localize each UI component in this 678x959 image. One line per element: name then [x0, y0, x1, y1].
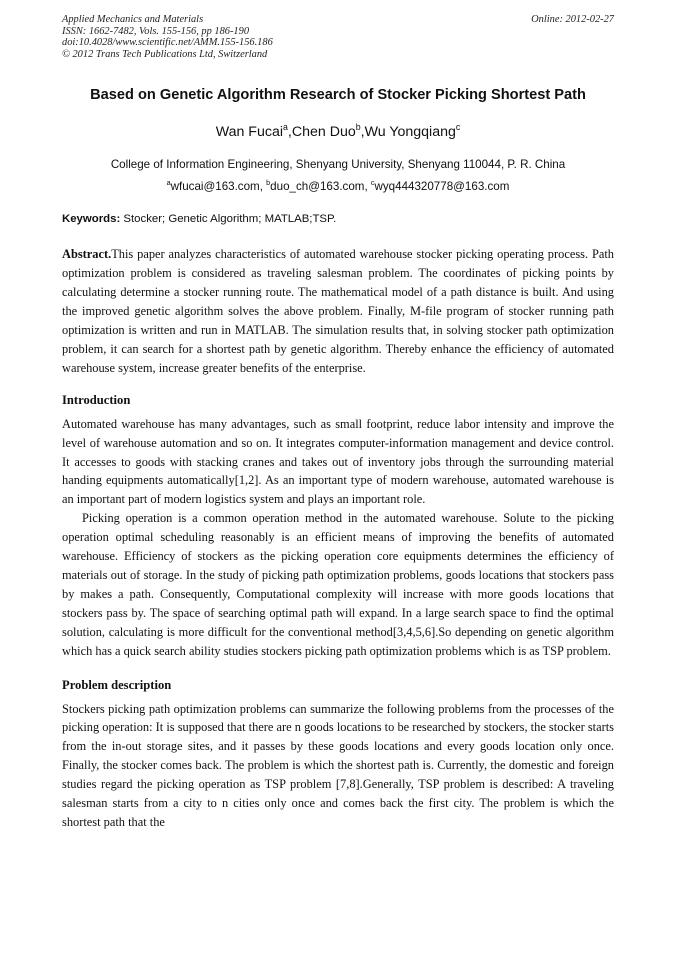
section-heading-problem-description: Problem description: [62, 677, 172, 692]
journal-header: [62, 14, 614, 60]
paragraph: Picking operation is a common operation method in the automated warehouse. Solute to the picking operation optimal scheduling reasonably is an efficient means of improving the benefits of automated warehouse. Efficiency of stockers as the picking operation core equipments determines the efficiency of materials out of storage. In the study of picking path optimization problems, goods locations that stockers pass by makes a path. Consequently, Computational complexity will increase with more goods locations that stockers pass by. The space of searching optimal path will expand. In a large search space to find the optimal solution, calculating is more difficult for the conventional method[3,4,5,6].So depending on genetic algorithm which has a quick search ability studies stockers picking path optimization problems which is as TSP problem.: [62, 511, 614, 658]
journal-name: Applied Mechanics and Materials: [62, 14, 204, 25]
email-mark: a: [166, 178, 171, 188]
abstract: [62, 245, 614, 377]
keywords: [62, 213, 614, 225]
doi-line: doi:10.4028/www.scientific.net/AMM.155-156.186: [62, 37, 273, 49]
abstract-text: This paper analyzes characteristics of automated warehouse stocker picking operating process. Path optimization problem is considered as traveling salesman problem. The coordinates of picking points by calculating determine a stocker running route. The mathematical model of a path distance is built. And using the improved genetic algorithm solves the above problem. Finally, M-file program of stocker running path optimization is written and run in MATLAB. The simulation results that, in solving stocker path optimization problem, it can search for a shortest path by genetic algorithm. Thereby enhance the efficiency of automated warehouse system, increase greater benefits of the enterprise.: [62, 247, 614, 375]
paper-title: Based on Genetic Algorithm Research of Stocker Picking Shortest Path: [90, 87, 586, 104]
author-name: Wan Fucai: [215, 124, 283, 141]
email-mark: c: [370, 178, 375, 188]
keywords-label: Keywords:: [62, 213, 121, 226]
author-mark: a: [283, 122, 288, 133]
issn-line: ISSN: 1662-7482, Vols. 155-156, pp 186-190: [62, 25, 250, 37]
section-heading-introduction: Introduction: [62, 392, 131, 407]
author-name: Wu Yongqiang: [364, 124, 456, 141]
email-list: $^a$wfucai@163.com, $^b$duo_ch@163.com, $^c$wyq444320778@163.com: [166, 178, 510, 194]
copyright-line: © 2012 Trans Tech Publications Ltd, Switzerland: [62, 48, 268, 60]
paragraph: Stockers picking path optimization problems can summarize the following problems from the processes of the picking operation: It is supposed that there are n goods locations to be researched by stockers, the stocker starts from the in-out storage sites, and it passes by these goods locations and every goods location only once. Finally, the stocker comes back. The problem is which the shortest path is. Currently, the domestic and foreign studies regard the picking operation as TSP problem [7,8].Generally, TSP problem is described: A traveling salesman starts from a city to n cities only once and comes back the first city. The problem is which the shortest path that the: [62, 701, 614, 829]
author-mark: c: [455, 122, 461, 133]
email-mark: b: [266, 178, 271, 188]
affiliation: College of Information Engineering, Shenyang University, Shenyang 110044, P. R. China: [110, 158, 566, 172]
keywords-text: Stocker; Genetic Algorithm; MATLAB;TSP.: [123, 213, 337, 226]
email-address: wfucai@163.com: [170, 180, 260, 194]
email-address: duo_ch@163.com: [270, 180, 365, 194]
author-name: Chen Duo: [291, 124, 356, 141]
page-content: [62, 14, 614, 832]
author-mark: b: [355, 122, 361, 133]
abstract-label: Abstract.: [62, 247, 112, 262]
paragraph: Automated warehouse has many advantages, such as small footprint, reduce labor intensity and improve the level of warehouse automation and so on. It integrates computer-information management and device control. It accesses to goods with stacking cranes and takes out of inventory jobs through the surrounding material handing equipments automatically[1,2]. As an important type of modern warehouse, automated warehouse is an important part of modern logistics system and plays an important role.: [62, 416, 614, 507]
email-address: wyq444320778@163.com: [374, 180, 510, 194]
online-date: Online: 2012-02-27: [531, 14, 614, 25]
author-list: Wan Fucai$^a$,Chen Duo$^b$,Wu Yongqiang$^c$: [215, 122, 461, 141]
